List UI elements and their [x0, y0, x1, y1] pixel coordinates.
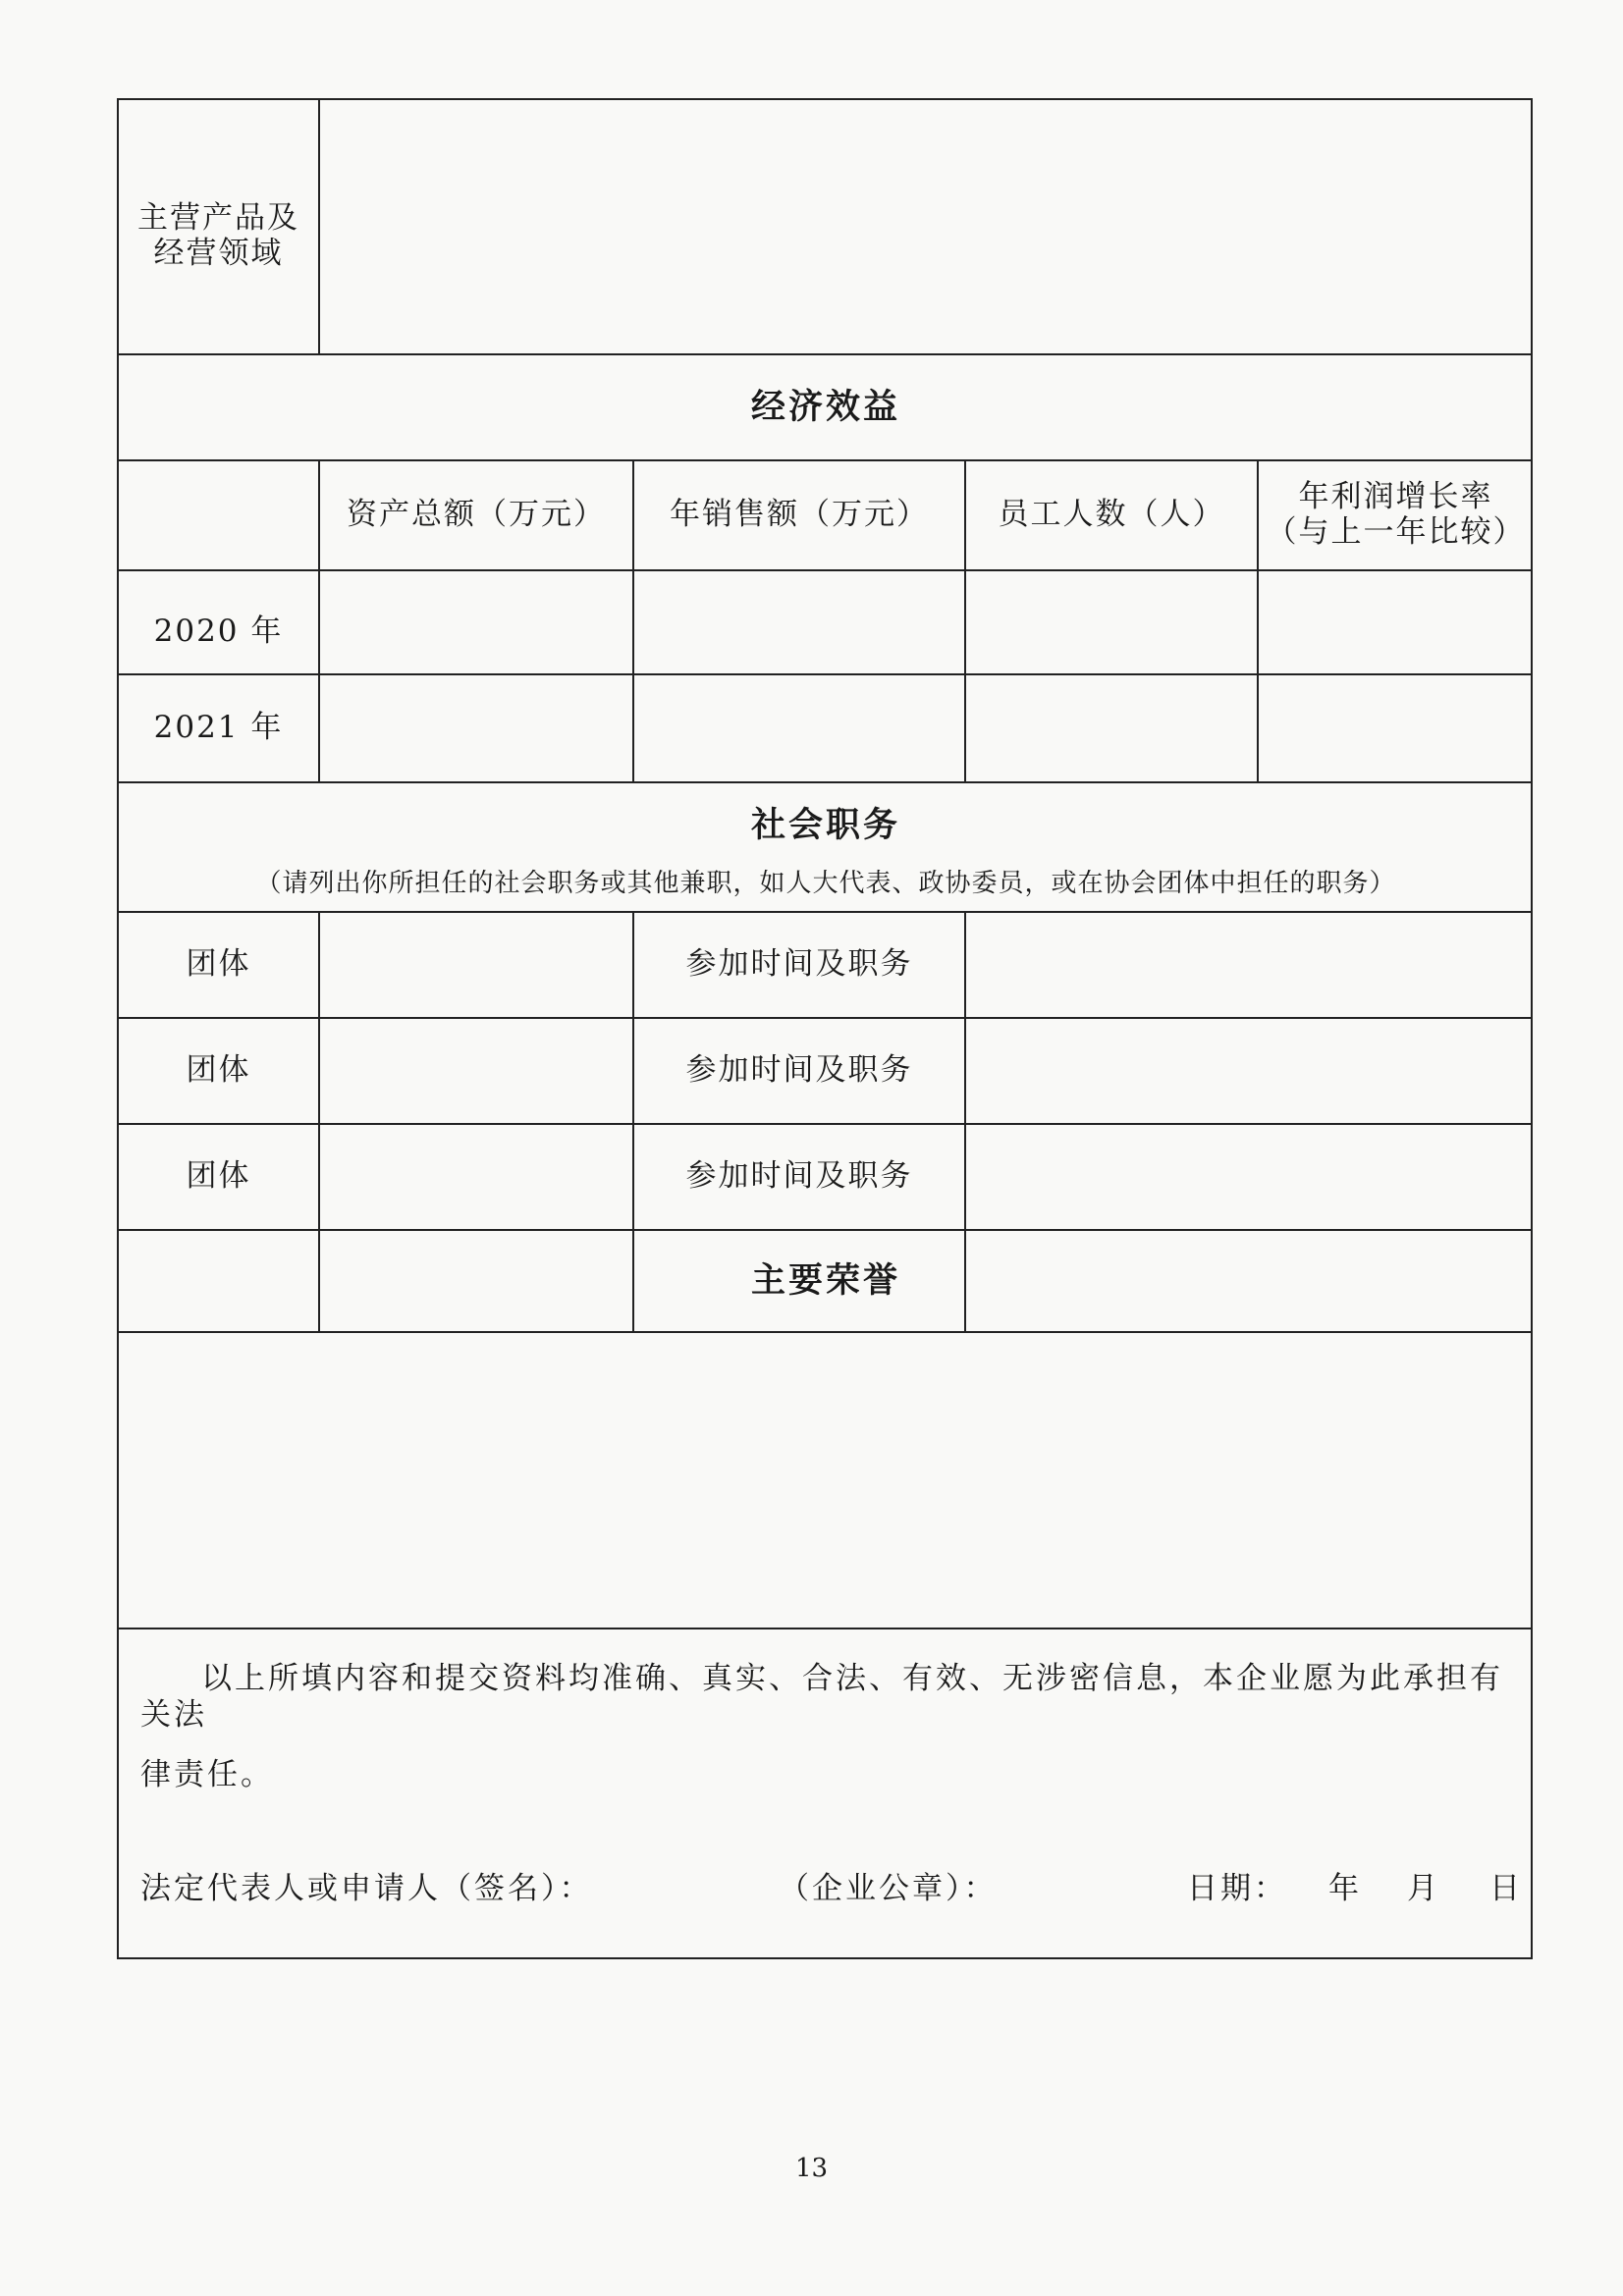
- declaration-text-line2: 律责任。: [140, 1757, 274, 1792]
- header-line: （与上一年比较）: [1266, 514, 1526, 550]
- header-profit-growth: [1259, 461, 1533, 569]
- month-field-label: 月: [1407, 1871, 1440, 1906]
- employees-2020-input[interactable]: [966, 571, 1257, 673]
- label-line: 主营产品及: [137, 200, 299, 237]
- assets-2021-input[interactable]: [320, 675, 632, 781]
- time-position-input[interactable]: [966, 1125, 1533, 1229]
- group-label: 团体: [186, 1158, 251, 1195]
- product-field-input[interactable]: [320, 100, 1533, 353]
- honors-input-area[interactable]: [119, 1333, 1533, 1628]
- time-position-label: 参加时间及职务: [685, 946, 913, 983]
- group-label: 团体: [186, 1052, 251, 1089]
- time-position-label: 参加时间及职务: [685, 1158, 913, 1195]
- date-label: 日期：: [1187, 1871, 1287, 1906]
- economic-section-title: 经济效益: [750, 386, 900, 427]
- seal-label: （企业公章）：: [779, 1871, 998, 1906]
- row-divider: [119, 781, 1533, 783]
- year-field-label: 年: [1328, 1871, 1362, 1906]
- year-label-2020: 2020 年: [153, 614, 284, 650]
- assets-2020-input[interactable]: [320, 571, 632, 673]
- page-number: 13: [794, 2154, 829, 2183]
- group-label: 团体: [186, 946, 251, 983]
- application-form-table: [117, 98, 1533, 1959]
- label-line: 经营领域: [153, 236, 284, 271]
- header-line: 年利润增长率: [1298, 479, 1493, 515]
- header-empty-cell: [119, 461, 318, 569]
- product-field-label: [119, 100, 318, 353]
- social-section-title: 社会职务: [750, 804, 900, 845]
- row-divider: [119, 1628, 1533, 1629]
- day-field-label: 日: [1489, 1871, 1523, 1906]
- header-assets: 资产总额（万元）: [347, 497, 606, 533]
- time-position-label: 参加时间及职务: [685, 1052, 913, 1089]
- time-position-input[interactable]: [966, 1019, 1533, 1123]
- group-input[interactable]: [320, 913, 632, 1017]
- group-input[interactable]: [320, 1019, 632, 1123]
- profit-2020-input[interactable]: [1259, 571, 1533, 673]
- header-sales: 年销售额（万元）: [670, 497, 929, 533]
- sales-2021-input[interactable]: [634, 675, 964, 781]
- year-label-2021: 2021 年: [153, 710, 284, 746]
- social-section-subtitle: （请列出你所担任的社会职务或其他兼职，如人大代表、政协委员，或在协会团体中担任的职务）: [255, 869, 1396, 899]
- signature-label: 法定代表人或申请人（签名）：: [140, 1871, 593, 1906]
- employees-2021-input[interactable]: [966, 675, 1257, 781]
- declaration-text-line1: 以上所填内容和提交资料均准确、真实、合法、有效、无涉密信息，本企业愿为此承担有关法: [140, 1661, 1503, 1734]
- time-position-input[interactable]: [966, 913, 1533, 1017]
- header-employees: 员工人数（人）: [998, 497, 1225, 533]
- honors-section-title: 主要荣誉: [750, 1259, 900, 1301]
- profit-2021-input[interactable]: [1259, 675, 1533, 781]
- group-input[interactable]: [320, 1125, 632, 1229]
- sales-2020-input[interactable]: [634, 571, 964, 673]
